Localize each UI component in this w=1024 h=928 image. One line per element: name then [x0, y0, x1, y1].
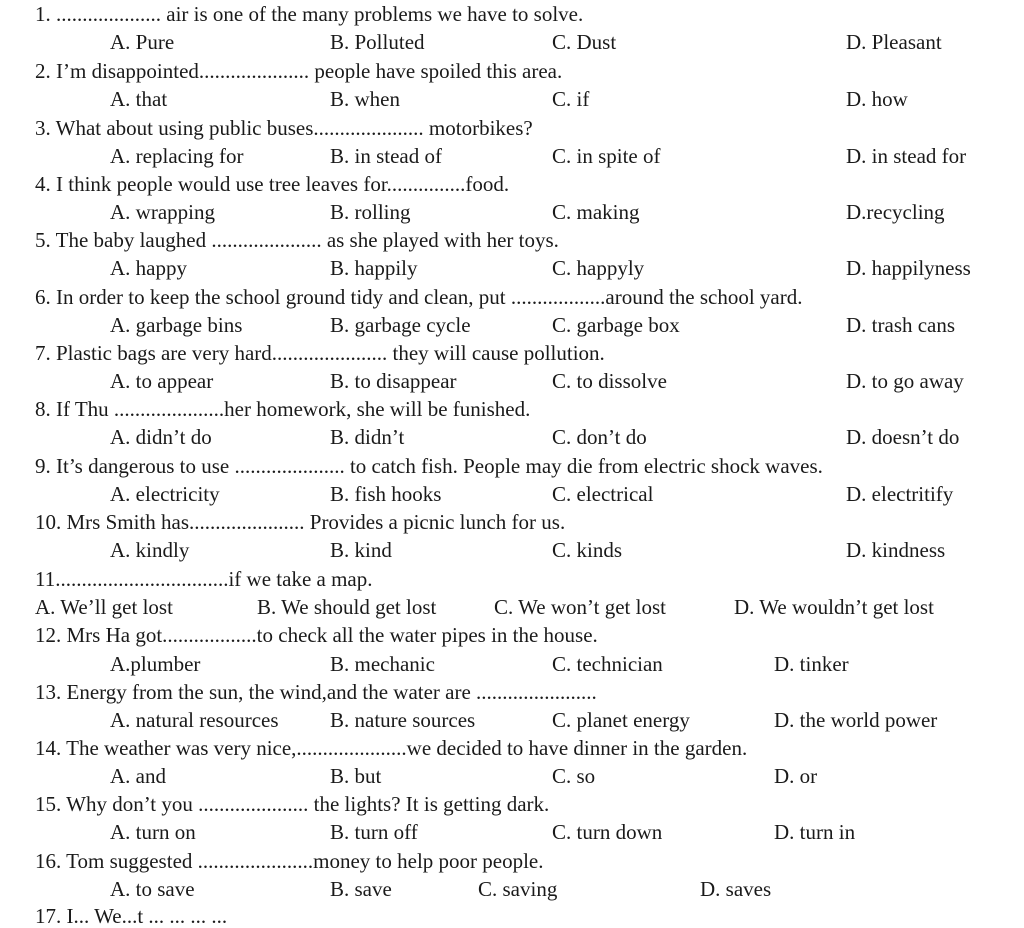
question-4-option-b: B. rolling [330, 200, 411, 224]
question-4-option-a: A. wrapping [110, 200, 215, 224]
question-1-option-d: D. Pleasant [846, 30, 942, 54]
question-6-option-c: C. garbage box [552, 313, 680, 337]
question-7-option-c: C. to dissolve [552, 369, 667, 393]
question-12-stem: 12. Mrs Ha got..................to check all the water pipes in the house. [35, 623, 598, 647]
question-3-option-d: D. in stead for [846, 144, 967, 168]
question-1-stem: 1. .................... air is one of the many problems we have to solve. [35, 2, 584, 26]
question-16-option-b: B. save [330, 877, 392, 901]
question-7-option-b: B. to disappear [330, 369, 457, 393]
question-9-option-b: B. fish hooks [330, 482, 442, 506]
question-14-option-c: C. so [552, 764, 596, 788]
question-16-stem: 16. Tom suggested ......................money to help poor people. [35, 849, 544, 873]
question-2-option-c: C. if [552, 87, 590, 111]
question-2-option-a: A. that [110, 87, 168, 111]
question-8-option-c: C. don’t do [552, 425, 647, 449]
question-15-option-c: C. turn down [552, 820, 663, 844]
question-8-option-a: A. didn’t do [110, 425, 212, 449]
question-13-stem: 13. Energy from the sun, the wind,and the water are ....................... [35, 680, 597, 704]
question-10-option-d: D. kindness [846, 538, 946, 562]
question-1-option-a: A. Pure [110, 30, 175, 54]
question-12-option-a: A.plumber [110, 652, 201, 676]
question-16-option-d: D. saves [700, 877, 772, 901]
question-7-option-d: D. to go away [846, 369, 964, 393]
question-4-option-d: D.recycling [846, 200, 945, 224]
question-8-stem: 8. If Thu .....................her homework, she will be funished. [35, 397, 531, 421]
question-12-option-d: D. tinker [774, 652, 849, 676]
question-11-option-a: A. We’ll get lost [35, 595, 173, 619]
question-9-option-a: A. electricity [110, 482, 220, 506]
question-12-option-b: B. mechanic [330, 652, 435, 676]
question-14-option-a: A. and [110, 764, 166, 788]
question-11-option-c: C. We won’t get lost [494, 595, 666, 619]
question-5-option-a: A. happy [110, 256, 187, 280]
question-13-option-a: A. natural resources [110, 708, 279, 732]
question-10-option-c: C. kinds [552, 538, 623, 562]
question-8-option-d: D. doesn’t do [846, 425, 960, 449]
question-5-option-d: D. happilyness [846, 256, 971, 280]
question-9-option-d: D. electritify [846, 482, 954, 506]
question-13-option-d: D. the world power [774, 708, 938, 732]
question-6-option-d: D. trash cans [846, 313, 956, 337]
question-7-option-a: A. to appear [110, 369, 214, 393]
question-14-option-d: D. or [774, 764, 818, 788]
question-7-stem: 7. Plastic bags are very hard...................... they will cause pollution. [35, 341, 605, 365]
question-5-option-b: B. happily [330, 256, 418, 280]
question-10-option-b: B. kind [330, 538, 392, 562]
question-11-option-b: B. We should get lost [257, 595, 437, 619]
question-5-option-c: C. happyly [552, 256, 645, 280]
question-5-stem: 5. The baby laughed ..................... as she played with her toys. [35, 228, 559, 252]
question-4-option-c: C. making [552, 200, 640, 224]
question-14-stem: 14. The weather was very nice,.....................we decided to have dinner in the garden. [35, 736, 748, 760]
question-8-option-b: B. didn’t [330, 425, 405, 449]
question-2-option-b: B. when [330, 87, 400, 111]
question-15-option-d: D. turn in [774, 820, 856, 844]
question-6-option-a: A. garbage bins [110, 313, 243, 337]
question-6-stem: 6. In order to keep the school ground tidy and clean, put ..................around the school yard. [35, 285, 803, 309]
question-2-option-d: D. how [846, 87, 908, 111]
question-15-option-b: B. turn off [330, 820, 418, 844]
question-3-stem: 3. What about using public buses..................... motorbikes? [35, 116, 533, 140]
question-10-option-a: A. kindly [110, 538, 190, 562]
question-12-option-c: C. technician [552, 652, 663, 676]
question-9-stem: 9. It’s dangerous to use ..................... to catch fish. People may die from electric shock waves. [35, 454, 823, 478]
question-3-option-c: C. in spite of [552, 144, 661, 168]
question-17-stem-cut-off: 17. I... We...t ... ... ... ... [35, 904, 228, 928]
question-11-option-d: D. We wouldn’t get lost [734, 595, 934, 619]
question-9-option-c: C. electrical [552, 482, 654, 506]
question-16-option-a: A. to save [110, 877, 195, 901]
question-1-option-c: C. Dust [552, 30, 617, 54]
question-10-stem: 10. Mrs Smith has...................... Provides a picnic lunch for us. [35, 510, 566, 534]
question-6-option-b: B. garbage cycle [330, 313, 471, 337]
question-13-option-b: B. nature sources [330, 708, 476, 732]
question-3-option-b: B. in stead of [330, 144, 442, 168]
question-13-option-c: C. planet energy [552, 708, 690, 732]
question-16-option-c: C. saving [478, 877, 558, 901]
question-2-stem: 2. I’m disappointed..................... people have spoiled this area. [35, 59, 563, 83]
question-3-option-a: A. replacing for [110, 144, 244, 168]
question-14-option-b: B. but [330, 764, 382, 788]
question-4-stem: 4. I think people would use tree leaves for...............food. [35, 172, 510, 196]
question-1-option-b: B. Polluted [330, 30, 425, 54]
question-15-stem: 15. Why don’t you ..................... the lights? It is getting dark. [35, 792, 550, 816]
question-15-option-a: A. turn on [110, 820, 196, 844]
question-11-stem: 11.................................if we take a map. [35, 567, 373, 591]
